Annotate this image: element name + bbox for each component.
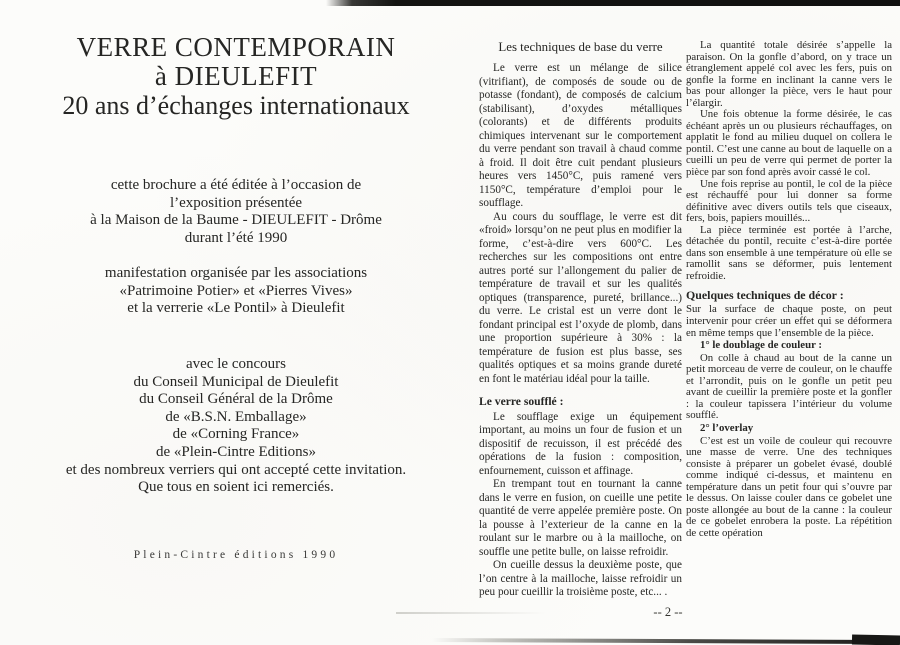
title-line: VERRE CONTEMPORAIN	[76, 32, 396, 62]
body-paragraph: Le soufflage exige un équipement important, au moins un four de fusion et un dispositif de recuisson, il est précédé des opérations de la fusion : composition, enfournement, cuisson et affinage.	[479, 410, 682, 477]
page-number: -- 2 --	[653, 605, 683, 619]
imprint: Plein-Cintre éditions 1990	[133, 549, 339, 561]
body-paragraph: Une fois reprise au pontil, le col de la pièce est réchauffé pour lui donner sa forme définitive avec divers outils tels que ciseaux, fers, bois, papiers mouillés...	[686, 177, 892, 225]
text-line: de «Plein-Cintre Editions»	[156, 443, 316, 460]
scan-edge-artifact-corner	[852, 634, 900, 645]
text-line: «Patrimoine Potier» et «Pierres Vives»	[119, 282, 353, 299]
text-line: de «Corning France»	[172, 426, 300, 443]
section-heading: Les techniques de base du verre	[498, 40, 663, 54]
edition-note	[16, 177, 456, 247]
text-line: manifestation organisée par les associations	[104, 265, 368, 281]
body-paragraph: Une fois obtenue la forme désirée, le cas échéant après un ou plusieurs réchauffages, on applatit le fond au milieu duquel on collera le pontil. C’est une canne au bout de laquelle on a cueilli un peu de verre qui permet de porter la pièce par son fond après avoir cassé le col.	[686, 108, 892, 179]
subsection-heading: 2° l’overlay	[700, 421, 754, 434]
text-line: et des nombreux verriers qui ont accepté cette invitation.	[65, 461, 407, 478]
section-heading: Quelques techniques de décor :	[686, 288, 844, 303]
column-base-techniques	[479, 40, 682, 600]
body-paragraph: Le verre est un mélange de silice (vitrifiant), de composés de soude ou de potasse (fondant), de composés de calcium (stabilisant), d’oxydes métalliques (colorants) et de différents produits chimiques intervenant sur le comportement du verre pendant son travail à chaud comme à froid. Il doit être cuit pendant plusieurs heures vers 1450°C, puis ramené vers 1150°C, température d’emploi pour le soufflage.	[479, 62, 682, 209]
scan-edge-artifact-faint	[396, 612, 546, 614]
text-line: et la verrerie «Le Pontil» à Dieulefit	[127, 300, 345, 317]
sponsors-note	[16, 356, 456, 497]
text-line: cette brochure a été éditée à l’occasion de	[110, 177, 362, 193]
subsection-heading: 1° le doublage de couleur :	[700, 339, 822, 352]
text-line: avec le concours	[186, 356, 286, 372]
text-line: l’exposition présentée	[169, 194, 303, 211]
body-paragraph: Au cours du soufflage, le verre est dit «froid» lorsqu’on ne peut plus en modifier la forme, c’est-à-dire vers 600°C. Les recherches sur les compositions ont entre autres porté sur l’allongement du palier de température de travail et sur les qualités optiques (transparence, pureté, brillance...) du verre. Le cristal est un verre dont le fondant principal est l’oxyde de plomb, dans une proportion supérieure à 30% : la température de fusion est plus basse, ses qualités optiques et sa moins grande dureté en font le matériau idéal pour la taille.	[479, 210, 682, 385]
body-paragraph: La pièce terminée est portée à l’arche, détachée du pontil, recuite c’est-à-dire portée dans son ensemble à une température où elle se ramollit sans se déformer, puis lentement refroidie.	[686, 223, 892, 282]
organizers-note	[16, 265, 456, 318]
text-line: de «B.S.N. Emballage»	[165, 408, 307, 425]
text-line: Que tous en soient ici remerciés.	[138, 479, 334, 496]
title-subtitle-line: 20 ans d’échanges internationaux	[62, 91, 410, 120]
text-line: du Conseil Municipal de Dieulefit	[133, 373, 339, 390]
body-paragraph: C’est est un voile de couleur qui recouvre une masse de verre. Une des techniques consiste à préparer un gobelet évasé, doublé comme indiqué ci-dessus, et maintenu en température dans un petit four qui s’ouvre par le dessus. On laisse couler dans ce gobelet une poste allongée au bout de la canne : la couleur de ce gobelet enrobera la poste. La répétition de cette opération	[686, 434, 892, 539]
subsection-heading: Le verre soufflé :	[479, 395, 564, 408]
column-decor-techniques	[686, 40, 892, 539]
scan-edge-artifact-bottom	[432, 638, 900, 644]
title-line: à DIEULEFIT	[154, 61, 318, 91]
text-line: du Conseil Général de la Drôme	[139, 391, 333, 408]
text-line: durant l’été 1990	[184, 229, 288, 246]
body-paragraph: Sur la surface de chaque poste, on peut intervenir pour créer un effet qui se déformera en même temps que l’ensemble de la pièce.	[686, 303, 892, 339]
body-paragraph: La quantité totale désirée s’appelle la paraison. On la gonfle d’abord, on y trace un étranglement appelé col avec les fers, puis on gonfle la forme en inclinant la canne vers le bas pour allonger la pièce, vers le haut pour l’élargir.	[686, 39, 892, 109]
body-paragraph: On cueille dessus la deuxième poste, que l’on centre à la mailloche, laisse refroidir un peu pour cueillir la troisième poste, etc... .	[479, 559, 682, 598]
brochure-title	[16, 33, 456, 120]
body-paragraph: En trempant tout en tournant la canne dans le verre en fusion, on cueille une petite quantité de verre appelée première poste. On la pousse à l’exterieur de la canne en la roulant sur le marbre ou à la mailloche, on souffle une petite bulle, on laisse refroidir.	[479, 478, 682, 558]
text-line: à la Maison de la Baume - DIEULEFIT - Drôme	[90, 212, 382, 229]
body-paragraph: On colle à chaud au bout de la canne un petit morceau de verre de couleur, on le chauffe et l’arrondit, puis on le gonfle un petit peu avant de cueillir la première poste et la gonfler : la couleur tapissera l’intérieur du volume soufflé.	[686, 351, 892, 422]
